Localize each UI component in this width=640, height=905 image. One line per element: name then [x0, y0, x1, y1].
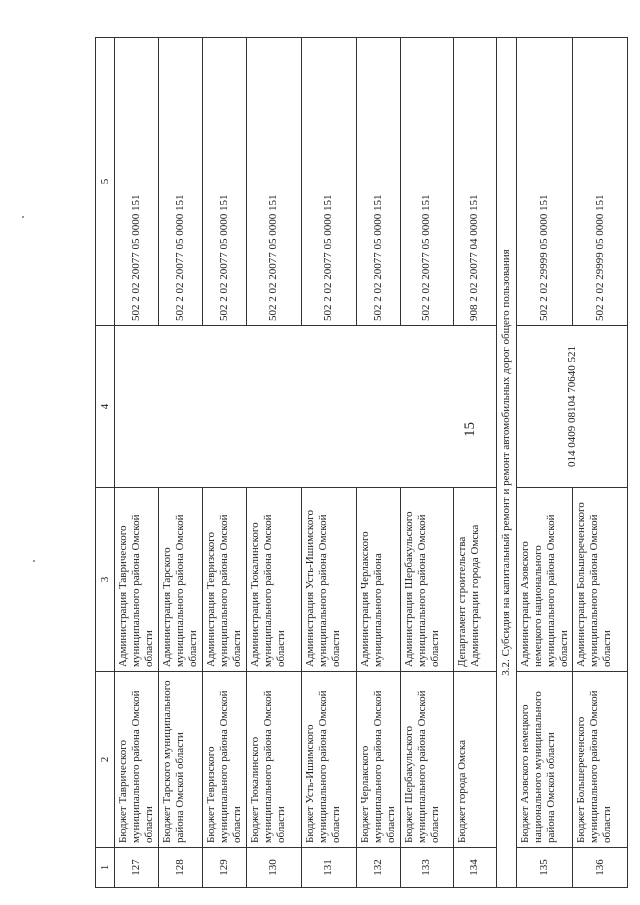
budget-cell: Бюджет Большереченского муниципального района Омской области: [573, 672, 628, 848]
header-col-2: 2: [96, 672, 115, 848]
row-number: 130: [246, 848, 301, 888]
budget-cell: Бюджет Тюкалинского муниципального района Омской области: [246, 672, 301, 848]
row-number: 133: [400, 848, 453, 888]
income-code-cell: 502 2 02 29999 05 0000 151: [516, 38, 573, 326]
admin-cell: Администрация Большереченского муниципального района Омской области: [573, 488, 628, 672]
income-code-cell: 502 2 02 20077 05 0000 151: [246, 38, 301, 326]
admin-cell: Администрация Таврического муниципального района Омской области: [115, 488, 159, 672]
income-code-cell: 502 2 02 20077 05 0000 151: [202, 38, 246, 326]
page-number: 15: [462, 422, 478, 437]
budget-cell: Бюджет Азовского немецкого национального муниципального района Омской области: [516, 672, 573, 848]
budget-cell: Бюджет города Омска: [453, 672, 496, 848]
row-number: 129: [202, 848, 246, 888]
admin-cell: Администрация Азовского немецкого национального муниципального района Омской области: [516, 488, 573, 672]
scan-speck: [22, 216, 24, 218]
income-code-cell: 502 2 02 20077 05 0000 151: [115, 38, 159, 326]
admin-cell: Департамент строительства Администрации города Омска: [453, 488, 496, 672]
header-col-3: 3: [96, 488, 115, 672]
row-number: 134: [453, 848, 496, 888]
income-code-cell: 502 2 02 20077 05 0000 151: [158, 38, 202, 326]
kbk-cell-empty: [115, 326, 497, 488]
budget-cell: Бюджет Усть-Ишимского муниципального района Омской области: [301, 672, 356, 848]
table-row: [516, 38, 573, 888]
section-title: 3.2. Субсидия на капитальный ремонт и ремонт автомобильных дорог общего пользования: [496, 38, 516, 888]
budget-cell: Бюджет Тарского муниципального района Омской области: [158, 672, 202, 848]
budget-cell: Бюджет Черлакского муниципального района Омской области: [356, 672, 400, 848]
row-number: 136: [573, 848, 628, 888]
admin-cell: Администрация Тарского муниципального района Омской области: [158, 488, 202, 672]
income-code-cell: 908 2 02 20077 04 0000 151: [453, 38, 496, 326]
row-number: 132: [356, 848, 400, 888]
section-row: [496, 38, 516, 888]
budget-table: [95, 37, 628, 888]
income-code-cell: 502 2 02 20077 05 0000 151: [400, 38, 453, 326]
admin-cell: Администрация Тевризского муниципального района Омской области: [202, 488, 246, 672]
header-col-4: 4: [96, 326, 115, 488]
header-row: [96, 38, 115, 888]
kbk-cell: 014 0409 08104 70640 521: [516, 326, 628, 488]
income-code-cell: 502 2 02 20077 05 0000 151: [356, 38, 400, 326]
admin-cell: Администрация Тюкалинского муниципального района Омской области: [246, 488, 301, 672]
row-number: 127: [115, 848, 159, 888]
admin-cell: Администрация Усть-Ишимского муниципального района Омской области: [301, 488, 356, 672]
income-code-cell: 502 2 02 20077 05 0000 151: [301, 38, 356, 326]
header-col-5: 5: [96, 38, 115, 326]
admin-cell: Администрация Шербакульского муниципального района Омской области: [400, 488, 453, 672]
budget-cell: Бюджет Шербакульского муниципального района Омской области: [400, 672, 453, 848]
budget-cell: Бюджет Таврического муниципального района Омской области: [115, 672, 159, 848]
row-number: 131: [301, 848, 356, 888]
table-row: [115, 38, 159, 888]
income-code-cell: 502 2 02 29999 05 0000 151: [573, 38, 628, 326]
header-col-1: 1: [96, 848, 115, 888]
scan-speck: [33, 560, 35, 562]
row-number: 128: [158, 848, 202, 888]
admin-cell: Администрация Черлакского муниципального района: [356, 488, 400, 672]
rotated-table-wrapper: [95, 38, 614, 888]
budget-cell: Бюджет Тевризского муниципального района Омской области: [202, 672, 246, 848]
row-number: 135: [516, 848, 573, 888]
